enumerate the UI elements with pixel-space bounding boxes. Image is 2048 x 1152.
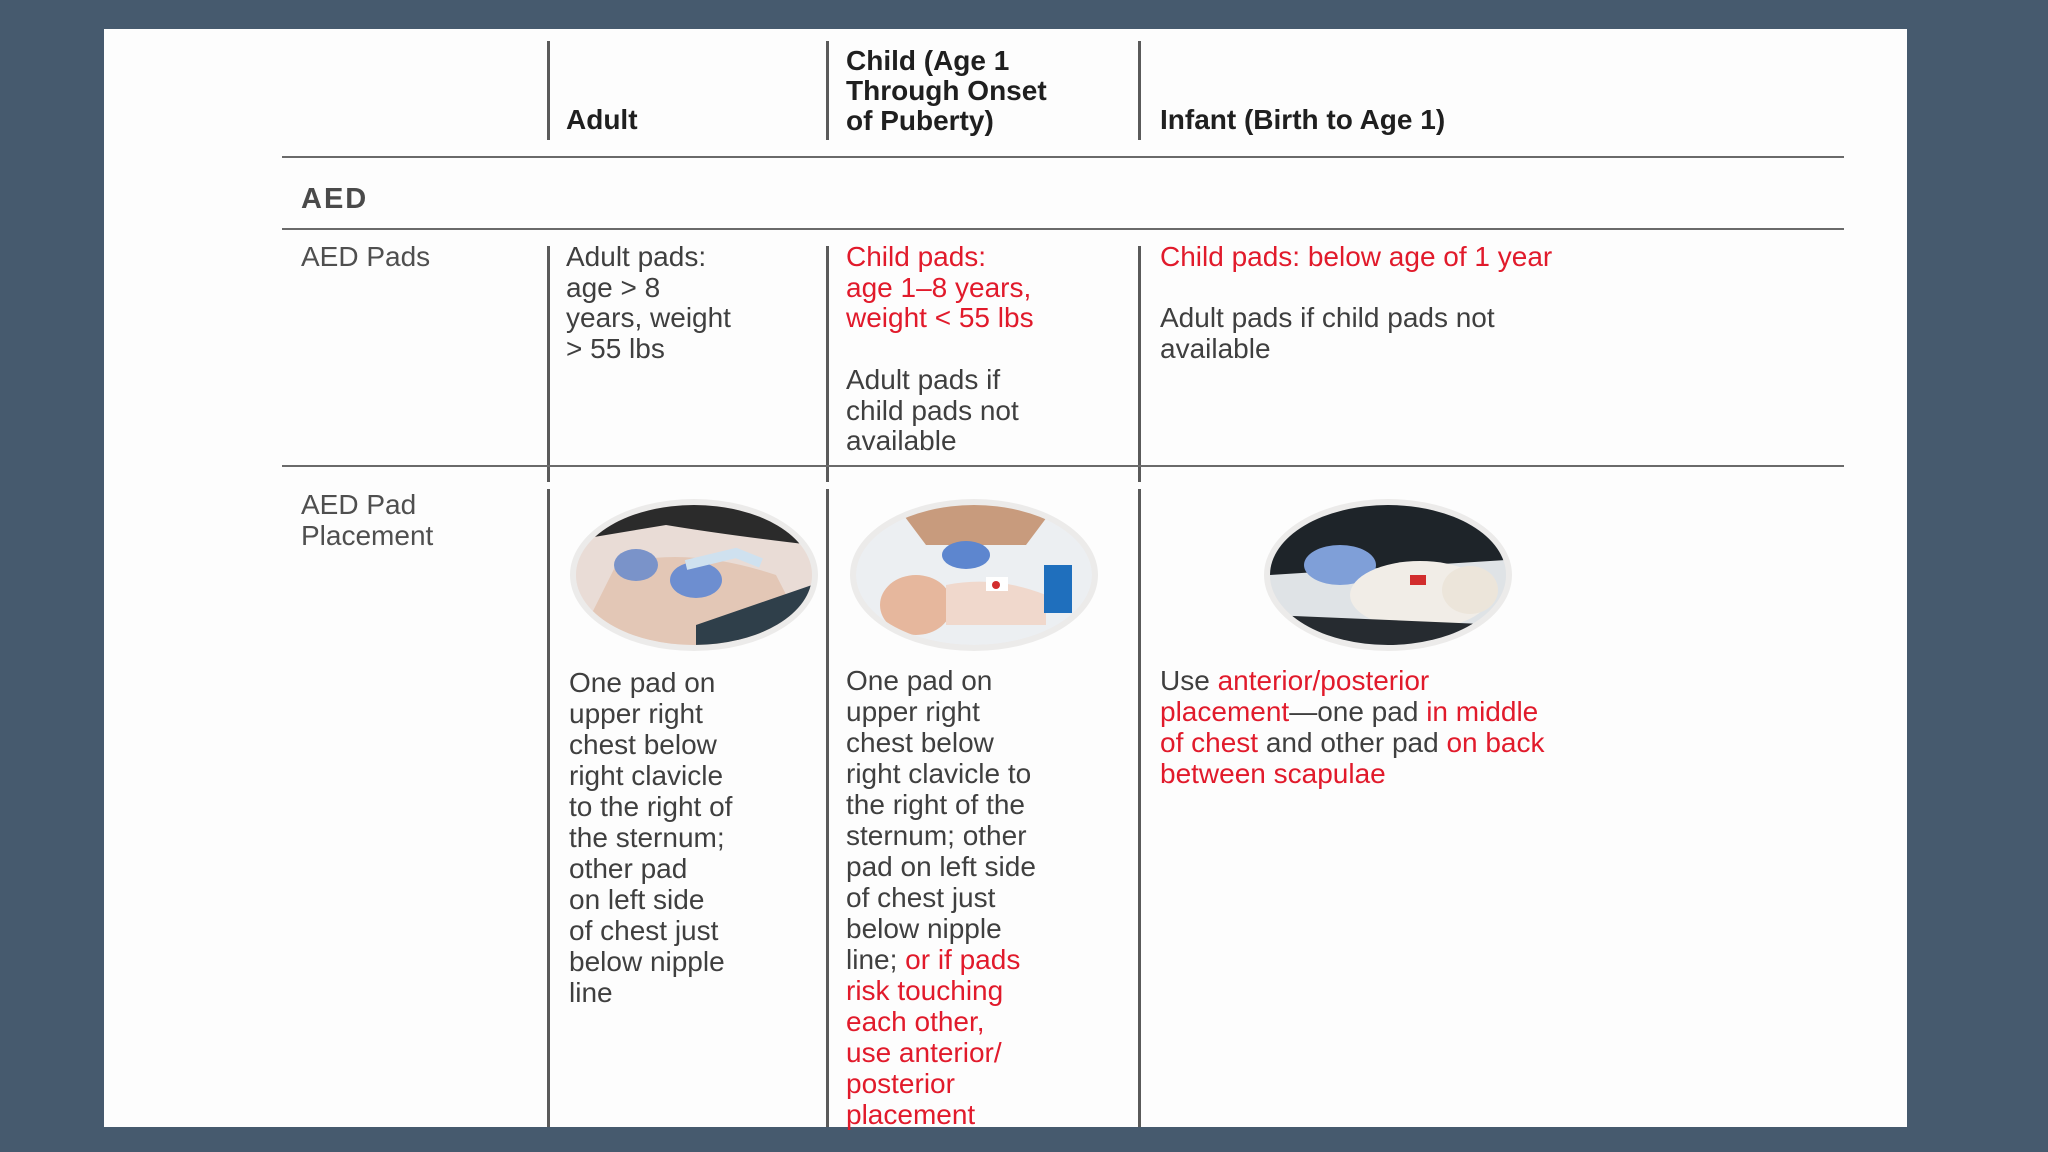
placement-child-red: or if pads — [905, 944, 1021, 975]
column-divider — [826, 489, 829, 1127]
header-child-line3: of Puberty) — [846, 105, 994, 136]
pads-child-alt-line: Adult pads if — [846, 364, 1001, 395]
adult-pad-placement-photo — [576, 505, 812, 645]
header-adult: Adult — [566, 104, 638, 135]
pads-adult-line: Adult pads: — [566, 241, 707, 272]
placement-child-line: of chest just — [846, 882, 996, 913]
placement-infant-line — [1160, 727, 1545, 758]
column-divider — [1138, 246, 1141, 482]
placement-child-line: pad on left side — [846, 851, 1036, 882]
placement-child-line: upper right — [846, 696, 980, 727]
placement-infant-line — [1160, 665, 1429, 696]
column-divider — [547, 41, 550, 140]
section-title: AED — [301, 183, 369, 215]
placement-adult-line: chest below — [569, 729, 717, 760]
infant-plain: —one pad — [1289, 696, 1427, 727]
pads-adult-line: years, weight — [566, 302, 731, 333]
infant-red: placement — [1160, 696, 1290, 727]
column-divider — [1138, 41, 1141, 140]
placement-adult-line: line — [569, 977, 613, 1008]
column-divider — [826, 41, 829, 140]
placement-adult-line: upper right — [569, 698, 703, 729]
aed-comparison-table — [104, 29, 1907, 1130]
placement-child-plain: line; — [846, 944, 906, 975]
column-divider — [547, 489, 550, 1127]
placement-child-red-line: placement — [846, 1099, 976, 1130]
infant-plain: Use — [1160, 665, 1218, 696]
child-pad-placement-photo — [856, 505, 1092, 645]
placement-adult-line: right clavicle — [569, 760, 724, 791]
placement-child-red-line: risk touching — [846, 975, 1004, 1006]
placement-child-line: One pad on — [846, 665, 993, 696]
infant-red: of chest — [1160, 727, 1259, 758]
infant-red: in middle — [1426, 696, 1539, 727]
pads-child-red-line: Child pads: — [846, 241, 987, 272]
infant-plain: and other pad — [1258, 727, 1447, 758]
column-divider — [826, 246, 829, 482]
placement-adult-line: on left side — [569, 884, 705, 915]
placement-adult-line: the sternum; — [569, 822, 725, 853]
header-infant: Infant (Birth to Age 1) — [1160, 104, 1446, 135]
row-rule — [282, 465, 1844, 467]
row-label-aed-pads: AED Pads — [301, 241, 431, 272]
pads-child-red-line: weight < 55 lbs — [846, 302, 1034, 333]
column-divider — [1138, 489, 1141, 1127]
slide — [104, 29, 1907, 1130]
pads-child-alt-line: available — [846, 425, 957, 456]
placement-infant-line: between scapulae — [1160, 758, 1386, 789]
pads-adult-line: age > 8 — [566, 272, 661, 303]
placement-child-line: right clavicle to — [846, 758, 1032, 789]
placement-child-mixed-line — [846, 944, 1020, 975]
placement-adult-line: below nipple — [569, 946, 725, 977]
placement-adult-line: to the right of — [569, 791, 733, 822]
infant-red: on back — [1446, 727, 1545, 758]
pads-infant-alt-line: Adult pads if child pads not — [1160, 302, 1495, 333]
placement-adult-line: One pad on — [569, 667, 716, 698]
placement-child-red-line: posterior — [846, 1068, 955, 1099]
placement-child-red-line: use anterior/ — [846, 1037, 1002, 1068]
section-rule — [282, 228, 1844, 230]
pads-infant-red: Child pads: below age of 1 year — [1160, 241, 1553, 272]
header-child-line1: Child (Age 1 — [846, 45, 1010, 76]
placement-child-line: below nipple — [846, 913, 1002, 944]
pads-child-alt-line: child pads not — [846, 395, 1019, 426]
placement-child-line: the right of the — [846, 789, 1026, 820]
placement-child-line: sternum; other — [846, 820, 1027, 851]
row-label-placement: Placement — [301, 520, 434, 551]
placement-child-line: chest below — [846, 727, 994, 758]
infant-red: anterior/posterior — [1217, 665, 1430, 696]
infant-pad-placement-photo — [1270, 505, 1506, 645]
placement-infant-line — [1160, 696, 1538, 727]
header-rule — [282, 156, 1844, 158]
placement-adult-line: of chest just — [569, 915, 719, 946]
placement-child-red-line: each other, — [846, 1006, 985, 1037]
column-divider — [547, 246, 550, 482]
pads-adult-line: > 55 lbs — [566, 333, 665, 364]
header-child-line2: Through Onset — [846, 75, 1047, 106]
placement-adult-line: other pad — [569, 853, 688, 884]
pads-child-red-line: age 1–8 years, — [846, 272, 1032, 303]
pads-infant-alt-line: available — [1160, 333, 1271, 364]
row-label-placement: AED Pad — [301, 489, 417, 520]
